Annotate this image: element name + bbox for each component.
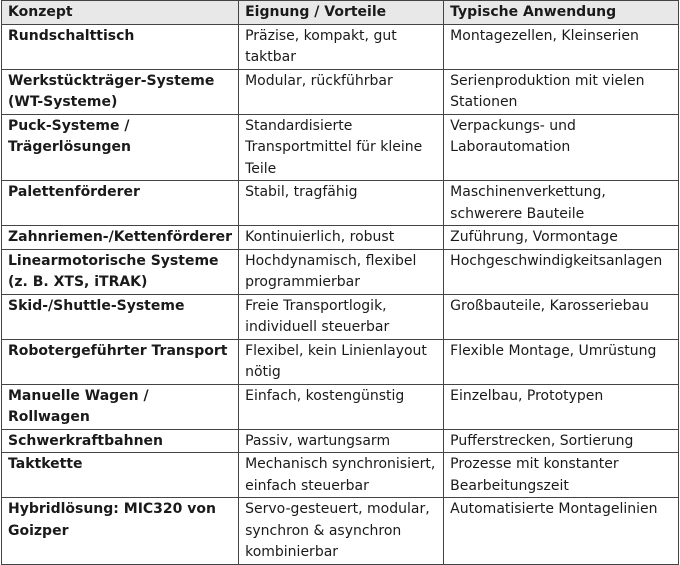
table-row xyxy=(2,339,679,384)
cell-konzept: Puck-Systeme / Trägerlösungen xyxy=(2,114,239,181)
cell-eignung: Hochdynamisch, flexibel programmierbar xyxy=(239,249,444,294)
table-row xyxy=(2,114,679,181)
cell-eignung: Modular, rückführbar xyxy=(239,69,444,114)
table-row xyxy=(2,249,679,294)
cell-konzept: Manuelle Wagen / Rollwagen xyxy=(2,384,239,429)
cell-anwendung: Automatisierte Montagelinien xyxy=(444,498,679,565)
cell-konzept: Zahnriemen-/Kettenförderer xyxy=(2,226,239,250)
table-row xyxy=(2,69,679,114)
cell-konzept: Skid-/Shuttle-Systeme xyxy=(2,294,239,339)
table-row xyxy=(2,429,679,453)
cell-anwendung: Einzelbau, Prototypen xyxy=(444,384,679,429)
header-anwendung: Typische Anwendung xyxy=(444,1,679,25)
table-row xyxy=(2,24,679,69)
cell-eignung: Stabil, tragfähig xyxy=(239,181,444,226)
cell-anwendung: Hochgeschwindigkeitsanlagen xyxy=(444,249,679,294)
header-row xyxy=(2,1,679,25)
cell-konzept: Robotergeführter Transport xyxy=(2,339,239,384)
table-row xyxy=(2,181,679,226)
cell-eignung: Standardisierte Transportmittel für kleine Teile xyxy=(239,114,444,181)
cell-konzept: Taktkette xyxy=(2,453,239,498)
cell-konzept: Werkstückträger-Systeme (WT-Systeme) xyxy=(2,69,239,114)
cell-konzept: Hybridlösung: MIC320 von Goizper xyxy=(2,498,239,565)
cell-anwendung: Verpackungs- und Laborautomation xyxy=(444,114,679,181)
cell-eignung: Flexibel, kein Linienlayout nötig xyxy=(239,339,444,384)
header-konzept: Konzept xyxy=(2,1,239,25)
cell-eignung: Passiv, wartungsarm xyxy=(239,429,444,453)
cell-eignung: Einfach, kostengünstig xyxy=(239,384,444,429)
cell-anwendung: Maschinenverkettung, schwerere Bauteile xyxy=(444,181,679,226)
cell-konzept: Palettenförderer xyxy=(2,181,239,226)
cell-anwendung: Flexible Montage, Umrüstung xyxy=(444,339,679,384)
table-row xyxy=(2,453,679,498)
cell-anwendung: Großbauteile, Karosseriebau xyxy=(444,294,679,339)
cell-eignung: Präzise, kompakt, gut taktbar xyxy=(239,24,444,69)
cell-eignung: Servo-gesteuert, modular, synchron & asynchron kombinierbar xyxy=(239,498,444,565)
comparison-table xyxy=(1,0,679,565)
cell-eignung: Freie Transportlogik, individuell steuerbar xyxy=(239,294,444,339)
cell-anwendung: Prozesse mit konstanter Bearbeitungszeit xyxy=(444,453,679,498)
cell-anwendung: Montagezellen, Kleinserien xyxy=(444,24,679,69)
cell-anwendung: Pufferstrecken, Sortierung xyxy=(444,429,679,453)
cell-anwendung: Serienproduktion mit vielen Stationen xyxy=(444,69,679,114)
cell-eignung: Kontinuierlich, robust xyxy=(239,226,444,250)
cell-eignung: Mechanisch synchronisiert, einfach steuerbar xyxy=(239,453,444,498)
table-row xyxy=(2,226,679,250)
table-row xyxy=(2,498,679,565)
table-row xyxy=(2,294,679,339)
cell-konzept: Rundschalttisch xyxy=(2,24,239,69)
cell-konzept: Linearmotorische Systeme (z. B. XTS, iTRAK) xyxy=(2,249,239,294)
header-eignung: Eignung / Vorteile xyxy=(239,1,444,25)
table-row xyxy=(2,384,679,429)
cell-konzept: Schwerkraftbahnen xyxy=(2,429,239,453)
cell-anwendung: Zuführung, Vormontage xyxy=(444,226,679,250)
